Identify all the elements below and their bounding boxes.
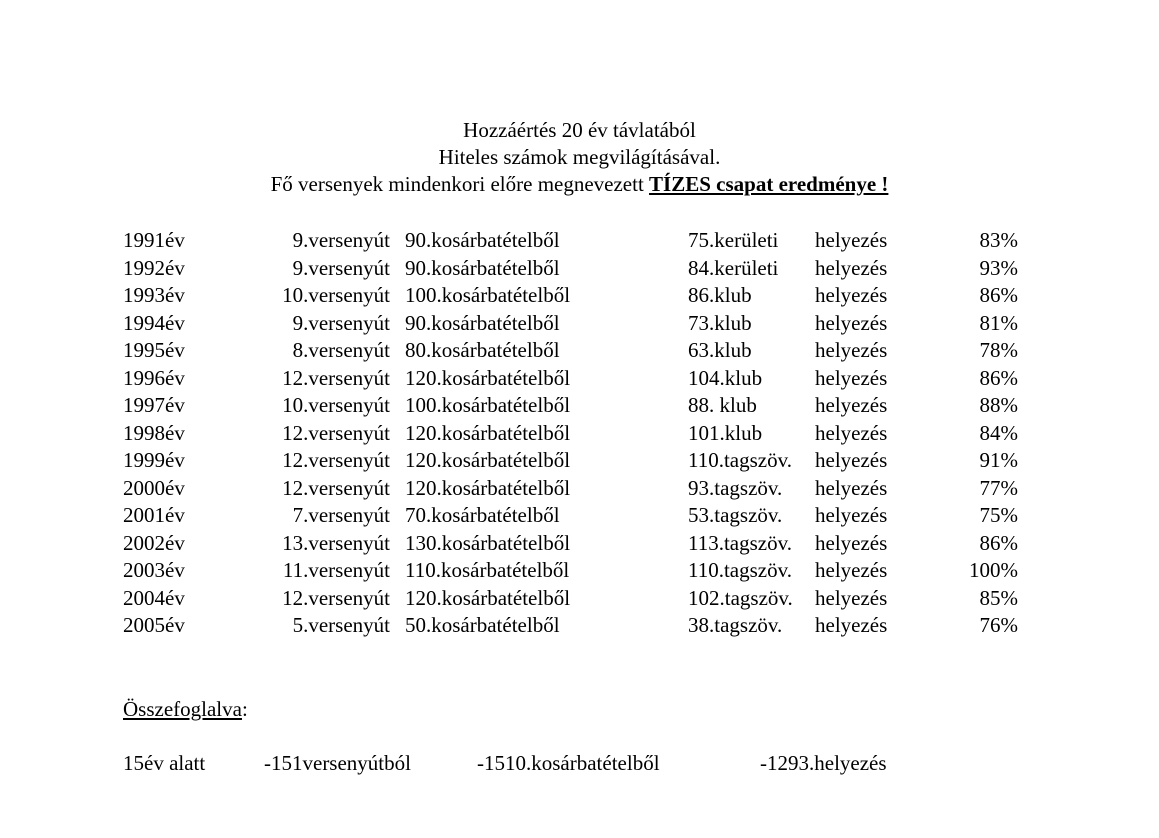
- row-baskets: 70.kosárbatételből: [405, 503, 560, 527]
- table-row: [0, 612, 1159, 640]
- row-place: 73.klub: [688, 310, 752, 335]
- row-races: 10.versenyút: [282, 393, 390, 417]
- row-placement-label: helyezés: [815, 228, 888, 252]
- row-races: 9.versenyút: [292, 255, 390, 280]
- row-year: 2002év: [123, 530, 185, 555]
- table-row: [0, 557, 1159, 585]
- row-percentage: 76%: [979, 613, 1018, 637]
- summary-row: [0, 750, 1159, 777]
- row-place: 102.tagszöv.: [688, 585, 793, 610]
- summary-races: -151versenyútból: [264, 751, 411, 775]
- row-percentage: 83%: [979, 228, 1018, 252]
- header-line-1: Hozzáértés 20 év távlatából: [463, 118, 696, 142]
- results-table: [0, 227, 1159, 640]
- row-percentage: 85%: [979, 585, 1018, 610]
- table-row: [0, 392, 1159, 420]
- row-percentage: 86%: [979, 365, 1018, 390]
- row-placement-label: helyezés: [815, 585, 888, 610]
- table-row: [0, 255, 1159, 283]
- row-races: 8.versenyút: [292, 338, 390, 362]
- row-races: 13.versenyút: [282, 530, 390, 555]
- row-baskets: 80.kosárbatételből: [405, 338, 560, 362]
- row-races: 10.versenyút: [282, 283, 390, 307]
- table-row: [0, 447, 1159, 475]
- row-races: 12.versenyút: [282, 448, 390, 472]
- row-baskets: 120.kosárbatételből: [405, 420, 571, 445]
- row-races: 12.versenyút: [282, 585, 390, 610]
- row-placement-label: helyezés: [815, 310, 888, 335]
- table-row: [0, 585, 1159, 613]
- row-races: 5.versenyút: [292, 613, 390, 637]
- row-baskets: 90.kosárbatételből: [405, 310, 560, 335]
- row-place: 86.klub: [688, 283, 752, 307]
- header-line-3: [0, 171, 1159, 198]
- table-row: [0, 420, 1159, 448]
- row-percentage: 93%: [979, 255, 1018, 280]
- row-placement-label: helyezés: [815, 420, 888, 445]
- row-place: 110.tagszöv.: [688, 448, 793, 472]
- row-place: 93.tagszöv.: [688, 475, 783, 500]
- table-row: [0, 502, 1159, 530]
- header-line-3-emphasis: TÍZES csapat eredménye !: [649, 172, 889, 196]
- row-placement-label: helyezés: [815, 448, 888, 472]
- row-place: 110.tagszöv.: [688, 558, 793, 582]
- row-year: 2005év: [123, 613, 185, 637]
- row-baskets: 120.kosárbatételből: [405, 475, 571, 500]
- row-place: 63.klub: [688, 338, 752, 362]
- row-races: 12.versenyút: [282, 365, 390, 390]
- row-placement-label: helyezés: [815, 393, 888, 417]
- row-placement-label: helyezés: [815, 255, 888, 280]
- row-races: 11.versenyút: [282, 558, 390, 582]
- row-year: 2003év: [123, 558, 185, 582]
- summary-span: 15év alatt: [123, 751, 206, 775]
- row-year: 2000év: [123, 475, 185, 500]
- row-races: 7.versenyút: [292, 503, 390, 527]
- summary-places: -1293.helyezés: [760, 751, 887, 775]
- row-year: 1991év: [123, 228, 185, 252]
- row-baskets: 90.kosárbatételből: [405, 255, 560, 280]
- table-row: [0, 530, 1159, 558]
- row-races: 12.versenyút: [282, 420, 390, 445]
- table-row: [0, 337, 1159, 365]
- row-placement-label: helyezés: [815, 558, 888, 582]
- row-races: 9.versenyút: [292, 228, 390, 252]
- row-percentage: 91%: [979, 448, 1018, 472]
- row-percentage: 84%: [979, 420, 1018, 445]
- row-baskets: 90.kosárbatételből: [405, 228, 560, 252]
- row-year: 1997év: [123, 393, 185, 417]
- summary-baskets: -1510.kosárbatételből: [477, 751, 660, 775]
- row-baskets: 100.kosárbatételből: [405, 283, 571, 307]
- row-baskets: 120.kosárbatételből: [405, 448, 571, 472]
- row-baskets: 50.kosárbatételből: [405, 613, 560, 637]
- row-placement-label: helyezés: [815, 365, 888, 390]
- header-line-2: Hiteles számok megvilágításával.: [438, 145, 721, 169]
- row-percentage: 75%: [979, 503, 1018, 527]
- row-baskets: 120.kosárbatételből: [405, 365, 571, 390]
- row-placement-label: helyezés: [815, 283, 888, 307]
- row-percentage: 86%: [979, 530, 1018, 555]
- row-place: 53.tagszöv.: [688, 503, 783, 527]
- row-baskets: 100.kosárbatételből: [405, 393, 571, 417]
- row-percentage: 77%: [979, 475, 1018, 500]
- summary-title-text: Összefoglalva: [123, 697, 242, 721]
- table-row: [0, 475, 1159, 503]
- row-place: 88. klub: [688, 393, 757, 417]
- row-baskets: 130.kosárbatételből: [405, 530, 571, 555]
- row-place: 75.kerületi: [688, 228, 779, 252]
- row-place: 113.tagszöv.: [688, 530, 793, 555]
- row-year: 2004év: [123, 585, 185, 610]
- row-place: 101.klub: [688, 420, 763, 445]
- row-year: 1994év: [123, 310, 185, 335]
- row-year: 2001év: [123, 503, 185, 527]
- row-percentage: 78%: [979, 338, 1018, 362]
- table-row: [0, 282, 1159, 310]
- row-year: 1996év: [123, 365, 185, 390]
- row-year: 1995év: [123, 338, 185, 362]
- document-header: [0, 117, 1159, 198]
- row-baskets: 120.kosárbatételből: [405, 585, 571, 610]
- row-place: 104.klub: [688, 365, 763, 390]
- row-year: 1992év: [123, 255, 185, 280]
- row-year: 1993év: [123, 283, 185, 307]
- row-races: 12.versenyút: [282, 475, 390, 500]
- row-percentage: 86%: [979, 283, 1018, 307]
- row-races: 9.versenyút: [292, 310, 390, 335]
- row-placement-label: helyezés: [815, 503, 888, 527]
- row-percentage: 81%: [979, 310, 1018, 335]
- row-year: 1998év: [123, 420, 185, 445]
- row-placement-label: helyezés: [815, 613, 888, 637]
- table-row: [0, 227, 1159, 255]
- row-placement-label: helyezés: [815, 530, 888, 555]
- summary-title-colon: :: [241, 697, 248, 721]
- row-place: 38.tagszöv.: [688, 613, 783, 637]
- row-year: 1999év: [123, 448, 185, 472]
- row-percentage: 100%: [969, 558, 1018, 582]
- table-row: [0, 365, 1159, 393]
- row-placement-label: helyezés: [815, 475, 888, 500]
- row-percentage: 88%: [979, 393, 1018, 417]
- header-line-3-prefix: Fő versenyek mindenkori előre megnevezett: [270, 172, 650, 196]
- row-baskets: 110.kosárbatételből: [405, 558, 570, 582]
- summary-title: [123, 696, 248, 723]
- table-row: [0, 310, 1159, 338]
- row-placement-label: helyezés: [815, 338, 888, 362]
- row-place: 84.kerületi: [688, 255, 779, 280]
